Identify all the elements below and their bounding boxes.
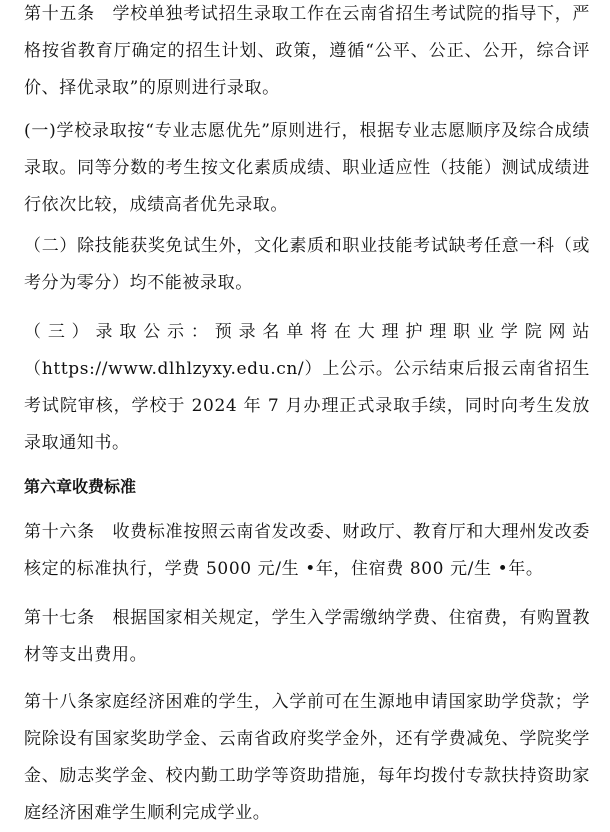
admission-rule-2-paragraph: （二）除技能获奖免试生外，文化素质和职业技能考试缺考任意一科（或考分为零分）均不能被录取。 bbox=[24, 236, 590, 293]
article-15-paragraph: 第十五条 学校单独考试招生录取工作在云南省招生考试院的指导下，严格按省教育厅确定的招生计划、政策，遵循“公平、公正、公开，综合评价、择优录取”的原则进行录取。 bbox=[24, 4, 590, 98]
admission-rule-3-paragraph: （三）录取公示：预录名单将在大理护理职业学院网站（https://www.dlhlzyxy.edu.cn/）上公示。公示结束后报云南省招生考试院审核，学校于 2024 年 7 月办理正式录取手续，同时向考生发放录取通知书。 bbox=[24, 322, 590, 453]
admission-rule-1-paragraph: (一)学校录取按“专业志愿优先”原则进行，根据专业志愿顺序及综合成绩录取。同等分数的考生按文化素质成绩、职业适应性（技能）测试成绩进行依次比较，成绩高者优先录取。 bbox=[24, 121, 590, 215]
article-17-paragraph: 第十七条 根据国家相关规定，学生入学需缴纳学费、住宿费，有购置教材等支出费用。 bbox=[24, 608, 590, 665]
article-16-paragraph: 第十六条 收费标准按照云南省发改委、财政厅、教育厅和大理州发改委核定的标准执行，学费 5000 元/生 •年，住宿费 800 元/生 •年。 bbox=[24, 522, 590, 579]
chapter-6-heading: 第六章收费标准 bbox=[24, 477, 137, 496]
article-18-paragraph: 第十八条家庭经济困难的学生，入学前可在生源地申请国家助学贷款；学院除设有国家奖助学金、云南省政府奖学金外，还有学费减免、学院奖学金、励志奖学金、校内勤工助学等资助措施，每年均拨付专款扶持资助家庭经济困难学生顺利完成学业。 bbox=[24, 692, 590, 823]
